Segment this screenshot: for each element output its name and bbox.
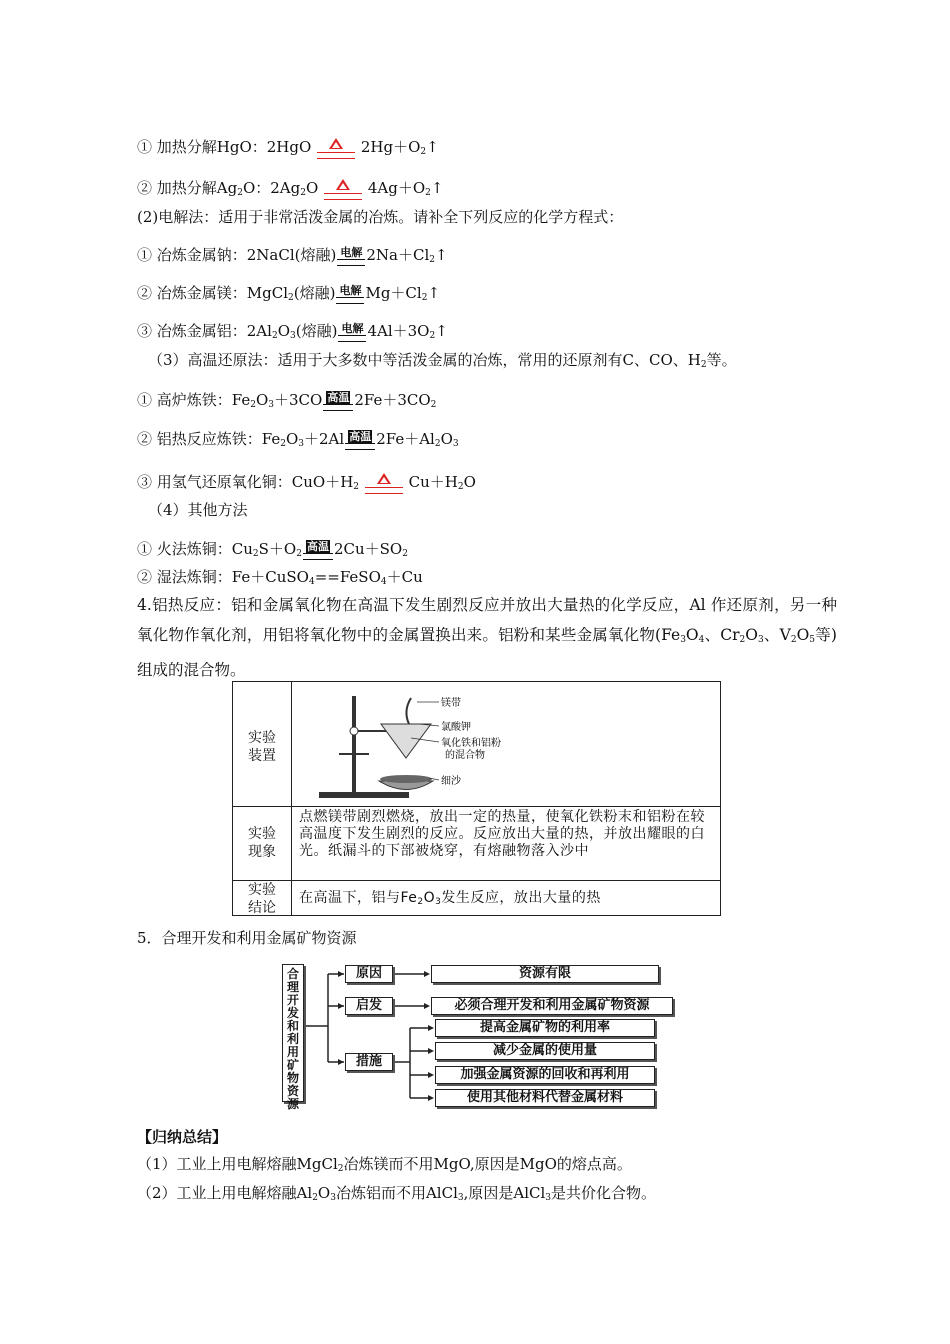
summary-1: （1）工业上用电解熔融MgCl$_2$冶炼镁而不用MgO,原因是MgO的熔点高。 xyxy=(137,1155,632,1174)
flow-reason-value: 资源有限 xyxy=(431,965,659,983)
flow-inspiration: 启发 xyxy=(345,997,393,1015)
heat-condition xyxy=(365,473,403,494)
high-temp-condition: 高温 xyxy=(345,431,375,450)
label-mixture-2: 的混合物 xyxy=(445,750,485,761)
label-kclo3: 氯酸钾 xyxy=(441,722,471,733)
flow-measure-1: 提高金属矿物的利用率 xyxy=(435,1019,655,1037)
flow-measure-4: 使用其他材料代替金属材料 xyxy=(435,1089,655,1107)
electrolysis-heading: (2)电解法：适用于非常活泼金属的冶炼。请补全下列反应的化学方程式： xyxy=(137,208,624,226)
flow-measure-3: 加强金属资源的回收和再利用 xyxy=(435,1066,655,1084)
heat-triangle-icon xyxy=(329,138,343,149)
heat-condition xyxy=(324,179,362,200)
label-apparatus: 实验装置 xyxy=(248,730,276,764)
high-temp-heading: （3）高温还原法：适用于大多数中等活泼金属的冶炼，常用的还原剂有C、CO、$H_2$等。 xyxy=(148,351,737,370)
conclusion-text: 在高温下，铝与$Fe_2O_3$发生反应，放出大量的热 xyxy=(299,890,601,907)
thermite-experiment-table xyxy=(232,681,721,916)
eq-wet-copper: ② 湿法炼铜：Fe＋CuSO$_4$==FeSO$_4$＋Cu xyxy=(137,568,423,587)
label-phenomenon: 实验现象 xyxy=(248,826,276,860)
phenomenon-text: 点燃镁带剧烈燃烧，放出一定的热量，使氧化铁粉末和铝粉在较高温度下发生剧烈的反应。反应放出大量的热，并放出耀眼的白光。纸漏斗的下部被烧穿，有熔融物落入沙中 xyxy=(299,809,705,859)
eq-blast-furnace: ① 高炉炼铁：$Fe_2O_3+3CO$ 高温 $2Fe+3CO_2$ xyxy=(137,390,437,410)
summary-heading: 【归纳总结】 xyxy=(137,1128,228,1146)
flow-measure-2: 减少金属的使用量 xyxy=(435,1042,655,1060)
heat-triangle-icon xyxy=(377,473,391,484)
eq-mgcl2: ② 冶炼金属镁：MgCl$_2$(熔融) 电解 $Mg+Cl_2↑$ xyxy=(137,283,441,303)
flow-root: 合理开发和利用矿物资源 xyxy=(282,964,304,1102)
section5-heading: 5．合理开发和利用金属矿物资源 xyxy=(137,929,357,947)
label-conclusion: 实验结论 xyxy=(248,882,276,916)
heat-condition xyxy=(317,138,355,159)
heat-triangle-icon xyxy=(336,179,350,190)
eq-nacl: ① 冶炼金属钠：2NaCl(熔融) 电解 $2Na+Cl_2↑$ xyxy=(137,245,448,265)
flow-measures: 措施 xyxy=(345,1053,393,1071)
summary-2: （2）工业上用电解熔融$Al_2O_3$冶炼铝而不用AlCl$_3$,原因是AlCl$_3$是共价化合物。 xyxy=(137,1184,657,1203)
electrolysis-condition: 电解 xyxy=(336,285,364,304)
flow-inspiration-value: 必须合理开发和利用金属矿物资源 xyxy=(431,997,673,1015)
high-temp-condition: 高温 xyxy=(303,541,333,560)
other-methods-heading: （4）其他方法 xyxy=(148,501,248,519)
label-mixture: 氧化铁和铝粉 xyxy=(441,738,501,749)
eq-fire-copper: ① 火法炼铜：$Cu_2S+O_2$ 高温 $2Cu+SO_2$ xyxy=(137,539,408,559)
high-temp-condition: 高温 xyxy=(323,392,353,411)
resource-flow-diagram xyxy=(282,962,682,1112)
thermite-paragraph: 4.铝热反应：铝和金属氧化物在高温下发生剧烈反应并放出大量热的化学反应，Al 作还原剂，另一种氧化物作氧化剂，用铝将氧化物中的金属置换出来。铝粉和某些金属氧化物($Fe_3O_4$、$Cr_2O_3$、$V_2O_5$等)组成的混合物。 xyxy=(137,596,837,679)
electrolysis-condition: 电解 xyxy=(338,323,366,342)
label-mg-ribbon: 镁带 xyxy=(441,698,461,709)
flow-reason: 原因 xyxy=(345,965,393,983)
eq-ag2o: ② 加热分解$Ag_2O$：$2Ag_2O$ $4Ag+O_2↑$ xyxy=(137,179,444,198)
eq-hgo: ① 加热分解HgO：2HgO $2Hg+O_2↑$ xyxy=(137,138,439,157)
eq-thermite: ② 铝热反应炼铁：$Fe_2O_3+2Al$ 高温 $2Fe+Al_2O_3$ xyxy=(137,429,459,449)
eq-al2o3: ③ 冶炼金属铝：$2Al_2O_3$(熔融) 电解 $4Al+3O_2↑$ xyxy=(137,321,448,341)
apparatus-diagram xyxy=(299,686,539,804)
eq-cuo-h2: ③ 用氢气还原氧化铜：$CuO+H_2$ $Cu+H_2O$ xyxy=(137,473,476,492)
label-sand: 细沙 xyxy=(441,776,461,787)
electrolysis-condition: 电解 xyxy=(337,247,365,266)
